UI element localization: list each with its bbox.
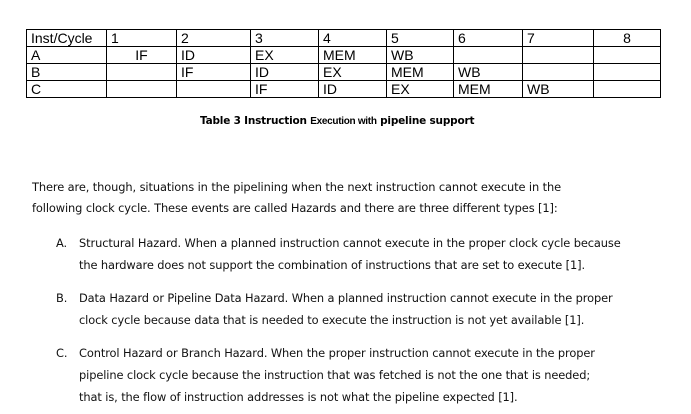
table-header-cell: 8 <box>594 30 661 47</box>
stage-cell: IF <box>107 47 177 64</box>
table-header-cell: 5 <box>387 30 454 47</box>
hazard-item-control <box>32 342 621 408</box>
hazard-text-line: pipeline clock cycle because the instruction that was fetched is not the one that is needed; <box>79 368 591 382</box>
table-header-cell: 4 <box>319 30 387 47</box>
table-row <box>27 64 661 81</box>
table-header-cell: 3 <box>251 30 319 47</box>
table-caption <box>200 115 474 127</box>
caption-part-2: Execution with <box>310 116 377 127</box>
hazard-text-line: Data Hazard or Pipeline Data Hazard. When a planned instruction cannot execute in the proper <box>79 291 613 305</box>
caption-part-3: pipeline support <box>380 115 475 127</box>
table-row <box>27 81 661 98</box>
stage-cell <box>594 64 661 81</box>
list-marker: A. <box>56 236 68 250</box>
stage-cell: EX <box>387 81 454 98</box>
table-header-cell: 6 <box>454 30 523 47</box>
table-header-row <box>27 30 661 47</box>
stage-cell: WB <box>387 47 454 64</box>
intro-line: There are, though, situations in the pipelining when the next instruction cannot execute in the <box>32 180 562 194</box>
instruction-label-cell: A <box>27 47 107 64</box>
stage-cell <box>177 81 251 98</box>
stage-cell: WB <box>454 64 523 81</box>
hazard-item-data <box>32 287 621 331</box>
stage-cell <box>594 47 661 64</box>
hazard-item-structural <box>32 232 621 276</box>
stage-cell: IF <box>251 81 319 98</box>
pipeline-table <box>26 29 661 98</box>
stage-cell: EX <box>251 47 319 64</box>
stage-cell <box>107 64 177 81</box>
hazard-text-line: the hardware does not support the combination of instructions that are set to execute [1]. <box>79 258 585 272</box>
instruction-label-cell: B <box>27 64 107 81</box>
stage-cell <box>594 81 661 98</box>
intro-paragraph <box>32 177 561 219</box>
list-marker: B. <box>56 291 68 305</box>
hazard-text-line: that is, the flow of instruction addresses is not what the pipeline expected [1]. <box>79 390 518 404</box>
table-header-cell: Inst/Cycle <box>27 30 107 47</box>
stage-cell: EX <box>319 64 387 81</box>
stage-cell: ID <box>177 47 251 64</box>
intro-line: following clock cycle. These events are called Hazards and there are three different types [1]: <box>32 201 558 215</box>
hazard-text-line: Control Hazard or Branch Hazard. When the proper instruction cannot execute in the proper <box>79 346 595 360</box>
stage-cell: IF <box>177 64 251 81</box>
stage-cell <box>107 81 177 98</box>
table-header-cell: 1 <box>107 30 177 47</box>
table-header-cell: 2 <box>177 30 251 47</box>
stage-cell <box>523 47 594 64</box>
stage-cell: MEM <box>319 47 387 64</box>
caption-part-1: Table 3 Instruction <box>200 115 307 127</box>
stage-cell: WB <box>523 81 594 98</box>
table-header-cell: 7 <box>523 30 594 47</box>
hazard-text-line: Structural Hazard. When a planned instruction cannot execute in the proper clock cycle because <box>79 236 621 250</box>
stage-cell: ID <box>251 64 319 81</box>
stage-cell: MEM <box>454 81 523 98</box>
instruction-label-cell: C <box>27 81 107 98</box>
stage-cell: MEM <box>387 64 454 81</box>
table-row <box>27 47 661 64</box>
list-marker: C. <box>56 346 68 360</box>
stage-cell: ID <box>319 81 387 98</box>
hazard-text-line: clock cycle because data that is needed to execute the instruction is not yet available [1]. <box>79 313 585 327</box>
stage-cell <box>454 47 523 64</box>
stage-cell <box>523 64 594 81</box>
hazard-list <box>32 232 621 408</box>
